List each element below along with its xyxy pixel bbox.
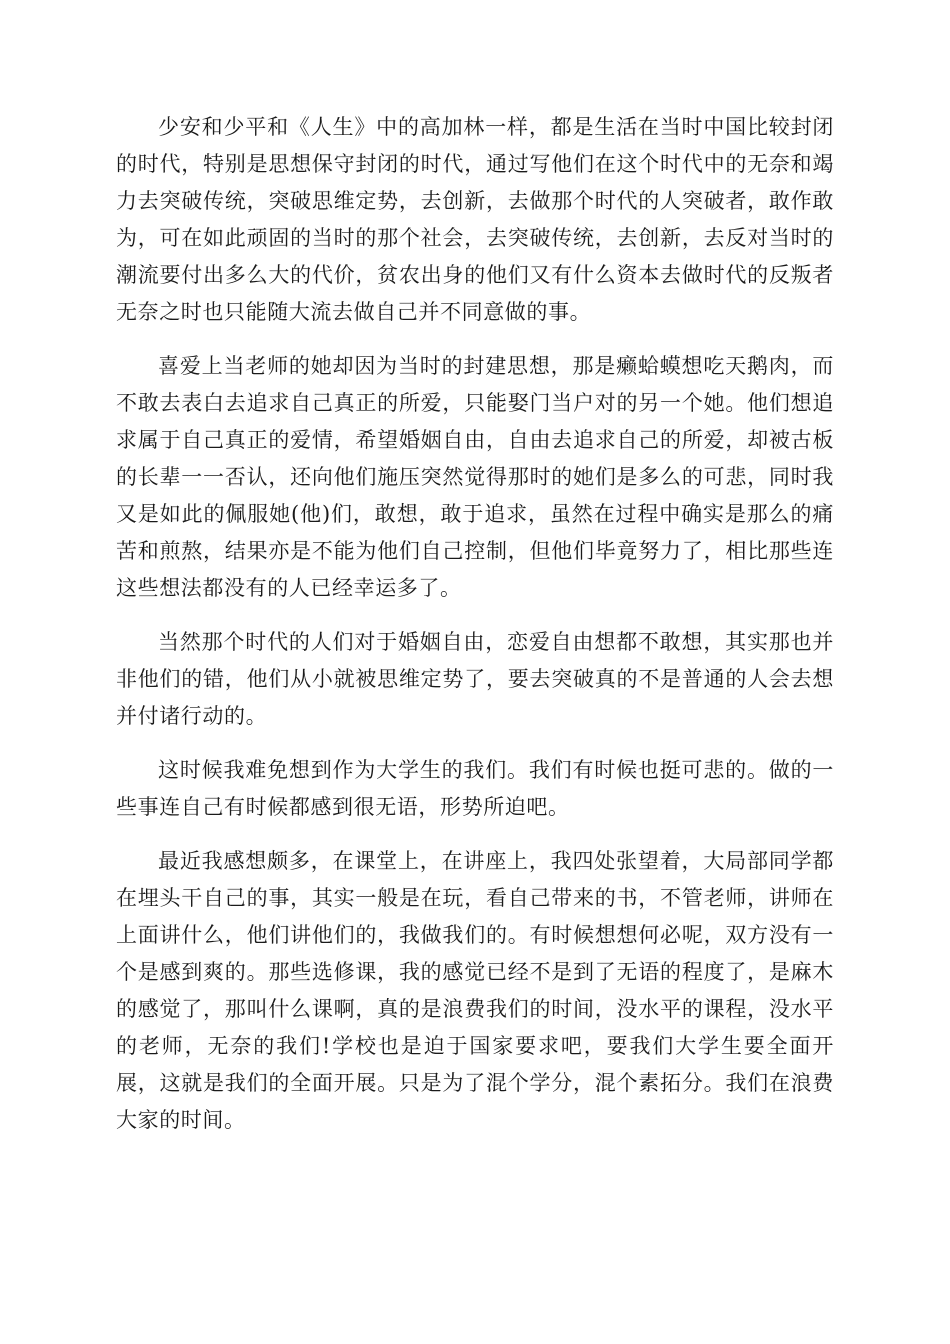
paragraph-2: 喜爱上当老师的她却因为当时的封建思想，那是癞蛤蟆想吃天鹅肉，而不敢去表白去追求自己真正的所爱，只能娶门当户对的另一个她。他们想追求属于自己真正的爱情，希望婚姻自由，自由去追求自己的所爱，却被古板的长辈一一否认，还向他们施压突然觉得那时的她们是多么的可悲，同时我又是如此的佩服她(他)们，敢想，敢于追求，虽然在过程中确实是那么的痛苦和煎熬，结果亦是不能为他们自己控制，但他们毕竟努力了，相比那些连这些想法都没有的人已经幸运多了。 <box>116 354 834 600</box>
paragraph-1: 少安和少平和《人生》中的高加林一样，都是生活在当时中国比较封闭的时代，特别是思想保守封闭的时代，通过写他们在这个时代中的无奈和竭力去突破传统，突破思维定势，去创新，去做那个时代的人突破者，敢作敢为，可在如此顽固的当时的那个社会，去突破传统，去创新，去反对当时的潮流要付出多么大的代价，贫农出身的他们又有什么资本去做时代的反叛者无奈之时也只能随大流去做自己并不同意做的事。 <box>116 115 834 324</box>
paragraph-4: 这时候我难免想到作为大学生的我们。我们有时候也挺可悲的。做的一些事连自己有时候都感到很无语，形势所迫吧。 <box>116 758 834 819</box>
paragraph-3: 当然那个时代的人们对于婚姻自由，恋爱自由想都不敢想，其实那也并非他们的错，他们从小就被思维定势了，要去突破真的不是普通的人会去想并付诸行动的。 <box>116 630 834 728</box>
paragraph-5: 最近我感想颇多，在课堂上，在讲座上，我四处张望着，大局部同学都在埋头干自己的事，其实一般是在玩，看自己带来的书，不管老师，讲师在上面讲什么，他们讲他们的，我做我们的。有时候想想何必呢，双方没有一个是感到爽的。那些选修课，我的感觉已经不是到了无语的程度了，是麻木的感觉了，那叫什么课啊，真的是浪费我们的时间，没水平的课程，没水平的老师，无奈的我们!学校也是迫于国家要求吧，要我们大学生要全面开展，这就是我们的全面开展。只是为了混个学分，混个素拓分。我们在浪费大家的时间。 <box>116 849 834 1132</box>
document-body <box>116 109 834 1156</box>
